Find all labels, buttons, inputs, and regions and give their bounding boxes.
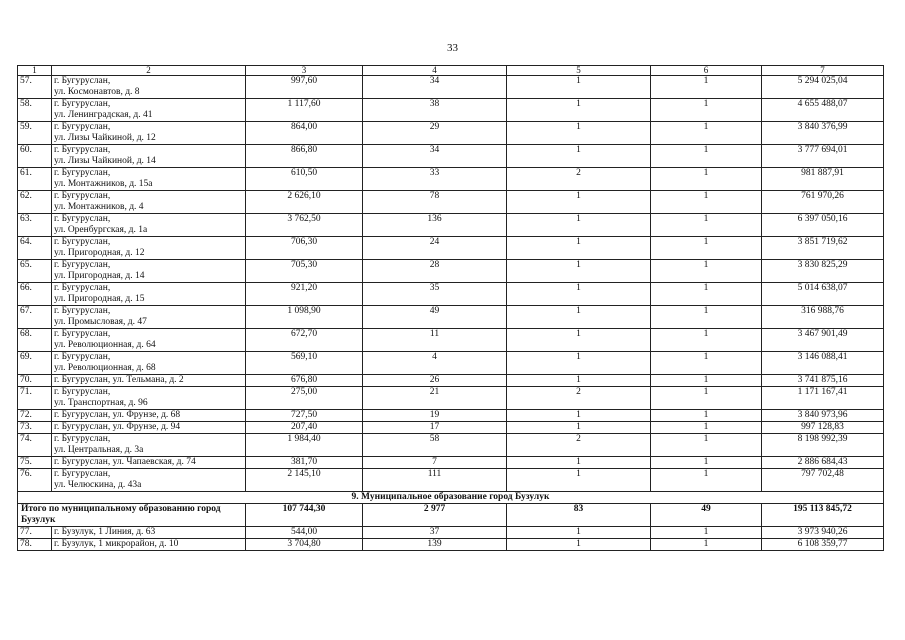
count-cell: 11 xyxy=(363,329,507,352)
column-5-cell: 1 xyxy=(507,191,651,214)
area-cell: 1 098,90 xyxy=(246,306,363,329)
address-cell xyxy=(52,145,246,168)
row-number: 74. xyxy=(18,434,52,457)
area-cell: 997,60 xyxy=(246,76,363,99)
table-row xyxy=(18,283,884,306)
total-row xyxy=(18,504,884,527)
address-cell xyxy=(52,306,246,329)
address-cell xyxy=(52,434,246,457)
header-cell: 1 xyxy=(18,66,52,76)
address-cell xyxy=(52,191,246,214)
table-row xyxy=(18,352,884,375)
address-cell xyxy=(52,99,246,122)
column-5-cell: 1 xyxy=(507,527,651,539)
column-6-cell: 1 xyxy=(651,237,762,260)
sum-cell: 3 840 973,96 xyxy=(762,410,884,422)
row-number: 72. xyxy=(18,410,52,422)
address-line: г. Бугуруслан, xyxy=(54,434,111,444)
table-row xyxy=(18,539,884,551)
sum-cell: 5 294 025,04 xyxy=(762,76,884,99)
row-number: 70. xyxy=(18,375,52,387)
count-cell: 49 xyxy=(363,306,507,329)
count-cell: 29 xyxy=(363,122,507,145)
table-row xyxy=(18,457,884,469)
count-cell: 136 xyxy=(363,214,507,237)
address-cell xyxy=(52,237,246,260)
sum-cell: 797 702,48 xyxy=(762,469,884,492)
total-area: 107 744,30 xyxy=(246,504,363,527)
sum-cell: 4 655 488,07 xyxy=(762,99,884,122)
count-cell: 34 xyxy=(363,145,507,168)
row-number: 75. xyxy=(18,457,52,469)
address-cell xyxy=(52,469,246,492)
address-cell xyxy=(52,422,246,434)
column-5-cell: 1 xyxy=(507,329,651,352)
column-5-cell: 1 xyxy=(507,122,651,145)
sum-cell: 6 108 359,77 xyxy=(762,539,884,551)
column-6-cell: 1 xyxy=(651,527,762,539)
table-row xyxy=(18,375,884,387)
address-line: ул. Монтажников, д. 15а xyxy=(54,178,153,189)
address-line: ул. Челюскина, д. 43а xyxy=(54,479,142,490)
row-number: 71. xyxy=(18,387,52,410)
table-row xyxy=(18,527,884,539)
address-cell xyxy=(52,410,246,422)
count-cell: 38 xyxy=(363,99,507,122)
address-line: г. Бугуруслан, xyxy=(54,469,111,479)
header-cell: 5 xyxy=(507,66,651,76)
address-line: ул. Промысловая, д. 47 xyxy=(54,316,147,327)
row-number: 67. xyxy=(18,306,52,329)
row-number: 61. xyxy=(18,168,52,191)
table-row xyxy=(18,214,884,237)
column-5-cell: 1 xyxy=(507,76,651,99)
count-cell: 24 xyxy=(363,237,507,260)
address-line: ул. Монтажников, д. 4 xyxy=(54,201,144,212)
column-6-cell: 1 xyxy=(651,168,762,191)
section-title-row xyxy=(18,492,884,504)
address-cell xyxy=(52,122,246,145)
count-cell: 4 xyxy=(363,352,507,375)
column-5-cell: 1 xyxy=(507,539,651,551)
address-line: ул. Космонавтов, д. 8 xyxy=(54,86,140,97)
row-number: 69. xyxy=(18,352,52,375)
total-count: 2 977 xyxy=(363,504,507,527)
count-cell: 58 xyxy=(363,434,507,457)
header-cell: 7 xyxy=(762,66,884,76)
row-number: 66. xyxy=(18,283,52,306)
sum-cell: 3 830 825,29 xyxy=(762,260,884,283)
address-cell xyxy=(52,387,246,410)
address-cell xyxy=(52,283,246,306)
address-line: г. Бугуруслан, xyxy=(54,99,111,109)
column-5-cell: 2 xyxy=(507,168,651,191)
address-cell xyxy=(52,375,246,387)
table-row xyxy=(18,469,884,492)
address-cell xyxy=(52,539,246,551)
row-number: 65. xyxy=(18,260,52,283)
address-line: г. Бугуруслан, xyxy=(54,306,111,316)
column-5-cell: 1 xyxy=(507,99,651,122)
area-cell: 676,80 xyxy=(246,375,363,387)
address-line: ул. Лизы Чайкиной, д. 14 xyxy=(54,155,156,166)
table-row xyxy=(18,410,884,422)
area-cell: 381,70 xyxy=(246,457,363,469)
column-6-cell: 1 xyxy=(651,306,762,329)
total-label: Итого по муниципальному образованию город Бузулук xyxy=(18,504,246,527)
column-5-cell: 1 xyxy=(507,306,651,329)
area-cell: 1 117,60 xyxy=(246,99,363,122)
row-number: 76. xyxy=(18,469,52,492)
row-number: 60. xyxy=(18,145,52,168)
table-row xyxy=(18,76,884,99)
count-cell: 19 xyxy=(363,410,507,422)
count-cell: 7 xyxy=(363,457,507,469)
sum-cell: 1 171 167,41 xyxy=(762,387,884,410)
column-5-cell: 1 xyxy=(507,469,651,492)
area-cell: 610,50 xyxy=(246,168,363,191)
address-cell xyxy=(52,329,246,352)
address-line: г. Бугуруслан, xyxy=(54,214,111,224)
column-6-cell: 1 xyxy=(651,410,762,422)
column-5-cell: 1 xyxy=(507,283,651,306)
table-row xyxy=(18,99,884,122)
column-5-cell: 2 xyxy=(507,387,651,410)
sum-cell: 6 397 050,16 xyxy=(762,214,884,237)
count-cell: 33 xyxy=(363,168,507,191)
total-column-6: 49 xyxy=(651,504,762,527)
header-cell: 2 xyxy=(52,66,246,76)
column-6-cell: 1 xyxy=(651,283,762,306)
area-cell: 544,00 xyxy=(246,527,363,539)
area-cell: 3 704,80 xyxy=(246,539,363,551)
address-line: г. Бугуруслан, xyxy=(54,122,111,132)
address-cell xyxy=(52,168,246,191)
row-number: 59. xyxy=(18,122,52,145)
address-line: г. Бугуруслан, xyxy=(54,191,111,201)
sum-cell: 3 467 901,49 xyxy=(762,329,884,352)
total-column-5: 83 xyxy=(507,504,651,527)
address-cell xyxy=(52,457,246,469)
address-line: г. Бугуруслан, xyxy=(54,168,111,178)
address-line: ул. Пригородная, д. 15 xyxy=(54,293,145,304)
area-cell: 569,10 xyxy=(246,352,363,375)
count-cell: 139 xyxy=(363,539,507,551)
area-cell: 705,30 xyxy=(246,260,363,283)
header-cell: 6 xyxy=(651,66,762,76)
sum-cell: 3 973 940,26 xyxy=(762,527,884,539)
column-5-cell: 1 xyxy=(507,422,651,434)
address-line: ул. Пригородная, д. 14 xyxy=(54,270,145,281)
column-5-cell: 2 xyxy=(507,434,651,457)
column-5-cell: 1 xyxy=(507,375,651,387)
column-6-cell: 1 xyxy=(651,539,762,551)
count-cell: 78 xyxy=(363,191,507,214)
count-cell: 28 xyxy=(363,260,507,283)
address-line: ул. Центральная, д. 3а xyxy=(54,444,144,455)
area-cell: 706,30 xyxy=(246,237,363,260)
area-cell: 866,80 xyxy=(246,145,363,168)
column-6-cell: 1 xyxy=(651,191,762,214)
header-cell: 4 xyxy=(363,66,507,76)
register-table xyxy=(17,65,884,551)
row-number: 64. xyxy=(18,237,52,260)
row-number: 73. xyxy=(18,422,52,434)
table-row xyxy=(18,422,884,434)
column-5-cell: 1 xyxy=(507,260,651,283)
address-line: г. Бугуруслан, xyxy=(54,283,111,293)
column-5-cell: 1 xyxy=(507,410,651,422)
address-line: ул. Оренбургская, д. 1а xyxy=(54,224,148,235)
sum-cell: 3 777 694,01 xyxy=(762,145,884,168)
column-5-cell: 1 xyxy=(507,352,651,375)
count-cell: 17 xyxy=(363,422,507,434)
sum-cell: 3 851 719,62 xyxy=(762,237,884,260)
address-cell xyxy=(52,76,246,99)
area-cell: 864,00 xyxy=(246,122,363,145)
column-6-cell: 1 xyxy=(651,469,762,492)
address-cell xyxy=(52,352,246,375)
column-6-cell: 1 xyxy=(651,434,762,457)
area-cell: 672,70 xyxy=(246,329,363,352)
address-cell xyxy=(52,527,246,539)
column-number-header xyxy=(18,66,884,76)
table-row xyxy=(18,306,884,329)
address-cell xyxy=(52,260,246,283)
row-number: 57. xyxy=(18,76,52,99)
sum-cell: 5 014 638,07 xyxy=(762,283,884,306)
address-line: ул. Пригородная, д. 12 xyxy=(54,247,145,258)
column-5-cell: 1 xyxy=(507,145,651,168)
row-number: 58. xyxy=(18,99,52,122)
total-sum: 195 113 845,72 xyxy=(762,504,884,527)
column-6-cell: 1 xyxy=(651,76,762,99)
column-5-cell: 1 xyxy=(507,214,651,237)
address-line: ул. Транспортная, д. 96 xyxy=(54,397,148,408)
column-5-cell: 1 xyxy=(507,457,651,469)
address-line: ул. Лизы Чайкиной, д. 12 xyxy=(54,132,156,143)
column-6-cell: 1 xyxy=(651,375,762,387)
address-line: г. Бузулук, 1 микрорайон, д. 10 xyxy=(54,539,179,549)
area-cell: 921,20 xyxy=(246,283,363,306)
table-row xyxy=(18,122,884,145)
row-number: 78. xyxy=(18,539,52,551)
row-number: 68. xyxy=(18,329,52,352)
table-row xyxy=(18,434,884,457)
sum-cell: 316 988,76 xyxy=(762,306,884,329)
sum-cell: 981 887,91 xyxy=(762,168,884,191)
row-number: 77. xyxy=(18,527,52,539)
address-line: ул. Ленинградская, д. 41 xyxy=(54,109,153,120)
sum-cell: 997 128,83 xyxy=(762,422,884,434)
table-row xyxy=(18,168,884,191)
section-title: 9. Муниципальное образование город Бузулук xyxy=(18,492,884,504)
address-line: г. Бугуруслан, ул. Фрунзе, д. 94 xyxy=(54,422,181,432)
address-cell xyxy=(52,214,246,237)
sum-cell: 2 886 684,43 xyxy=(762,457,884,469)
column-6-cell: 1 xyxy=(651,457,762,469)
area-cell: 1 984,40 xyxy=(246,434,363,457)
address-line: ул. Революционная, д. 64 xyxy=(54,339,156,350)
table-row xyxy=(18,191,884,214)
table-row xyxy=(18,145,884,168)
header-cell: 3 xyxy=(246,66,363,76)
table-row xyxy=(18,237,884,260)
sum-cell: 3 146 088,41 xyxy=(762,352,884,375)
address-line: г. Бугуруслан, xyxy=(54,76,111,86)
column-6-cell: 1 xyxy=(651,422,762,434)
column-6-cell: 1 xyxy=(651,99,762,122)
area-cell: 2 626,10 xyxy=(246,191,363,214)
address-line: г. Бузулук, 1 Линия, д. 63 xyxy=(54,527,156,537)
area-cell: 727,50 xyxy=(246,410,363,422)
count-cell: 37 xyxy=(363,527,507,539)
address-line: г. Бугуруслан, xyxy=(54,329,111,339)
address-line: г. Бугуруслан, ул. Чапаевская, д. 74 xyxy=(54,457,196,467)
address-line: ул. Революционная, д. 68 xyxy=(54,362,156,373)
column-6-cell: 1 xyxy=(651,145,762,168)
area-cell: 275,00 xyxy=(246,387,363,410)
count-cell: 26 xyxy=(363,375,507,387)
row-number: 62. xyxy=(18,191,52,214)
count-cell: 34 xyxy=(363,76,507,99)
address-line: г. Бугуруслан, ул. Фрунзе, д. 68 xyxy=(54,410,181,420)
table-row xyxy=(18,260,884,283)
area-cell: 2 145,10 xyxy=(246,469,363,492)
address-line: г. Бугуруслан, xyxy=(54,352,111,362)
column-6-cell: 1 xyxy=(651,214,762,237)
sum-cell: 3 840 376,99 xyxy=(762,122,884,145)
sum-cell: 8 198 992,39 xyxy=(762,434,884,457)
area-cell: 207,40 xyxy=(246,422,363,434)
count-cell: 35 xyxy=(363,283,507,306)
address-line: г. Бугуруслан, xyxy=(54,387,111,397)
address-line: г. Бугуруслан, xyxy=(54,237,111,247)
sum-cell: 761 970,26 xyxy=(762,191,884,214)
page-number: 33 xyxy=(447,42,458,54)
count-cell: 21 xyxy=(363,387,507,410)
column-6-cell: 1 xyxy=(651,260,762,283)
address-line: г. Бугуруслан, ул. Тельмана, д. 2 xyxy=(54,375,184,385)
address-line: г. Бугуруслан, xyxy=(54,260,111,270)
table-row xyxy=(18,329,884,352)
table-row xyxy=(18,387,884,410)
sum-cell: 3 741 875,16 xyxy=(762,375,884,387)
column-6-cell: 1 xyxy=(651,329,762,352)
row-number: 63. xyxy=(18,214,52,237)
area-cell: 3 762,50 xyxy=(246,214,363,237)
column-6-cell: 1 xyxy=(651,387,762,410)
address-line: г. Бугуруслан, xyxy=(54,145,111,155)
column-6-cell: 1 xyxy=(651,122,762,145)
count-cell: 111 xyxy=(363,469,507,492)
column-5-cell: 1 xyxy=(507,237,651,260)
column-6-cell: 1 xyxy=(651,352,762,375)
